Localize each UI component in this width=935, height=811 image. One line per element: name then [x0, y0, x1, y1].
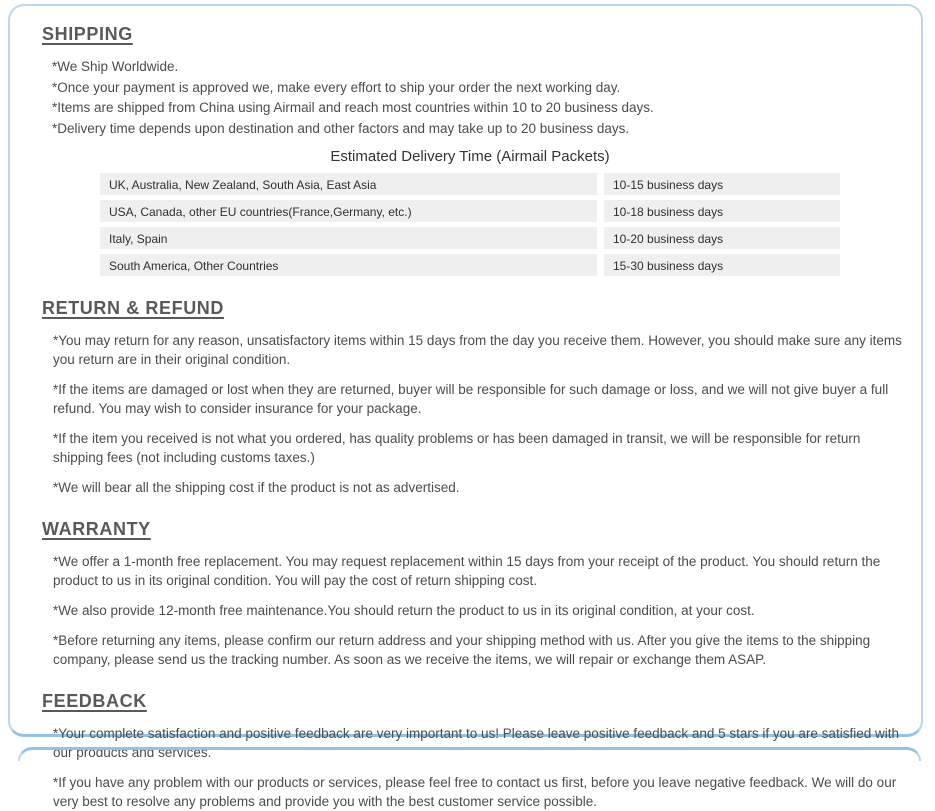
delivery-table: [100, 173, 840, 276]
table-row: [100, 227, 840, 249]
region-cell: UK, Australia, New Zealand, South Asia, East Asia: [100, 173, 597, 195]
delivery-table-title: Estimated Delivery Time (Airmail Packets): [330, 148, 610, 165]
shipping-bullet: *Items are shipped from China using Airmail and reach most countries within 10 to 20 business days.: [52, 100, 654, 115]
warranty-paragraph: *We offer a 1-month free replacement. You may request replacement within 15 days from your receipt of the product. You should return the product to us in its original condition. You will pay the cost of return shipping cost.: [53, 554, 881, 588]
shipping-bullet: *Once your payment is approved we, make every effort to ship your order the next working day.: [52, 79, 621, 95]
shipping-bullet: *Delivery time depends upon destination and other factors and may take up to 20 business days.: [52, 120, 630, 136]
region-cell: South America, Other Countries: [100, 254, 597, 276]
time-cell: 10-15 business days: [604, 173, 840, 195]
policy-panel: [8, 4, 923, 809]
table-row: [100, 200, 840, 222]
shipping-heading: SHIPPING: [42, 24, 133, 44]
feedback-paragraph: *Your complete satisfaction and positive feedback are very important to us! Please leave positive feedback and 5 stars if you are satisfied with our products and services.: [53, 726, 899, 760]
time-cell: 15-30 business days: [604, 254, 840, 276]
table-row: [100, 254, 840, 276]
region-cell: USA, Canada, other EU countries(France,Germany, etc.): [100, 200, 597, 222]
next-panel-top-edge: [18, 747, 921, 761]
table-row: [100, 173, 840, 195]
return-refund-section: [40, 298, 905, 497]
shipping-bullet: *We Ship Worldwide.: [52, 59, 179, 74]
warranty-heading: WARRANTY: [42, 519, 151, 539]
feedback-heading: FEEDBACK: [42, 691, 147, 711]
warranty-section: [40, 519, 905, 669]
return-refund-paragraph: *We will bear all the shipping cost if the product is not as advertised.: [53, 480, 460, 495]
warranty-paragraph: *Before returning any items, please confirm our return address and your shipping method with us. After you give the items to the shipping company, please send us the tracking number. As soon as we receive the items, we will repair or exchange them ASAP.: [53, 633, 871, 667]
shipping-section: [40, 24, 905, 276]
return-refund-paragraph: *If the items are damaged or lost when they are returned, buyer will be responsible for such damage or loss, and we will not give buyer a full refund. You may wish to consider insurance for your package.: [53, 382, 889, 416]
warranty-paragraph: *We also provide 12-month free maintenance.You should return the product to us in its original condition, at your cost.: [53, 603, 755, 618]
feedback-paragraph: *If you have any problem with our products or services, please feel free to contact us first, before you leave negative feedback. We will do our very best to resolve any problems and provide you with the best customer service possible.: [53, 775, 897, 809]
return-refund-paragraph: *You may return for any reason, unsatisfactory items within 15 days from the day you receive them. However, you should make sure any items you return are in their original condition.: [53, 333, 902, 367]
time-cell: 10-20 business days: [604, 227, 840, 249]
time-cell: 10-18 business days: [604, 200, 840, 222]
return-refund-paragraph: *If the item you received is not what you ordered, has quality problems or has been damaged in transit, we will be responsible for return shipping fees (not including customs taxes.): [53, 431, 861, 465]
region-cell: Italy, Spain: [100, 227, 597, 249]
return-refund-heading: RETURN & REFUND: [42, 298, 224, 318]
